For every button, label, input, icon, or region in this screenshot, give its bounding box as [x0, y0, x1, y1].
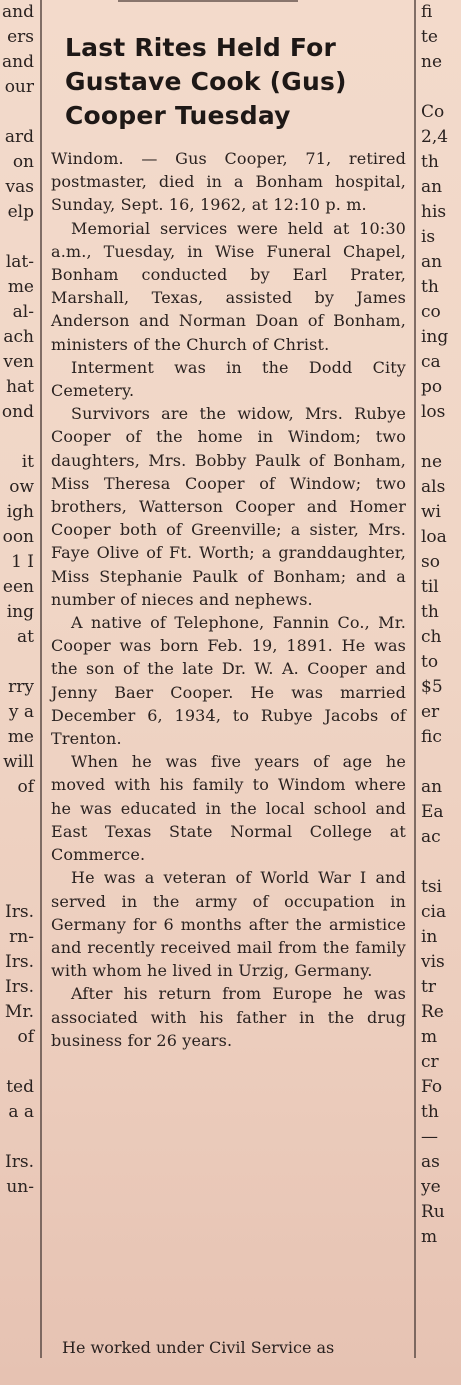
adjacent-column-fragment: is [421, 227, 436, 247]
article-body [51, 147, 406, 1052]
adjacent-column-fragment: ven [3, 352, 34, 372]
adjacent-column-fragment: po [421, 377, 443, 397]
adjacent-column-fragment: me [7, 277, 34, 297]
paragraph-career: After his return from Europe he was associated with his father in the drug business for 26 years. [51, 984, 406, 1050]
adjacent-column-fragment: Irs. [5, 952, 34, 972]
adjacent-column-fragment: ch [421, 627, 442, 647]
adjacent-column-fragment [0, 425, 34, 450]
column-rule-left [40, 0, 42, 1358]
adjacent-column-fragment: oon [2, 527, 34, 547]
adjacent-column-fragment [0, 1050, 34, 1075]
adjacent-column-fragment: Irs. [5, 1152, 34, 1172]
adjacent-column-fragment: als [421, 477, 446, 497]
adjacent-column-fragment: ing [421, 327, 449, 347]
headline-line-3: Cooper Tuesday [65, 101, 291, 130]
adjacent-column-fragment: on [12, 152, 34, 172]
adjacent-column-fragment: as [421, 1152, 440, 1172]
adjacent-column-fragment: fi [421, 2, 433, 22]
adjacent-column-fragment [0, 1125, 34, 1150]
adjacent-column-fragment: er [421, 702, 440, 722]
adjacent-column-fragment: ing [6, 602, 34, 622]
adjacent-column-fragment: th [421, 1102, 439, 1122]
adjacent-column-fragment: cia [421, 902, 447, 922]
adjacent-column-fragment: ca [421, 352, 441, 372]
adjacent-column-fragment: igh [6, 502, 34, 522]
adjacent-column-fragment: Ea [421, 802, 444, 822]
adjacent-column-fragment: of [17, 777, 34, 797]
headline-line-2: Gustave Cook (Gus) [65, 67, 347, 96]
adjacent-column-fragment: vis [421, 952, 445, 972]
right-column-fragments [421, 0, 461, 1250]
paragraph-education: When he was five years of age he moved with his family to Windom where he was educated in the local school and East Texas State Normal College at Commerce. [51, 752, 406, 865]
adjacent-column-fragment [421, 750, 461, 775]
adjacent-column-fragment: a a [8, 1102, 34, 1122]
left-column-fragments [0, 0, 34, 1200]
adjacent-column-fragment: wi [421, 502, 441, 522]
adjacent-column-fragment: Irs. [5, 902, 34, 922]
adjacent-column-fragment: Co [421, 102, 445, 122]
headline [65, 31, 410, 133]
adjacent-column-fragment: Irs. [5, 977, 34, 997]
cut-off-last-line: He worked under Civil Service as [62, 1338, 335, 1357]
adjacent-column-fragment: — [421, 1127, 438, 1147]
adjacent-column-fragment: at [17, 627, 34, 647]
adjacent-column-fragment: te [421, 27, 438, 47]
adjacent-column-fragment: an [421, 777, 443, 797]
adjacent-column-fragment: me [7, 727, 34, 747]
adjacent-column-fragment: ac [421, 827, 441, 847]
adjacent-column-fragment: so [421, 552, 440, 572]
adjacent-column-fragment: Re [421, 1002, 444, 1022]
adjacent-column-fragment: ne [421, 52, 443, 72]
adjacent-column-fragment: m [421, 1227, 438, 1247]
paragraph-interment: Interment was in the Dodd City Cemetery. [51, 357, 406, 401]
column-rule-right [414, 0, 416, 1358]
adjacent-column-fragment: will [3, 752, 34, 772]
paragraph-military: He was a veteran of World War I and served in the army of occupation in Germany for 6 months after the armistice and recently received mail from the family with whom he lived in Urzig, Germany. [51, 868, 406, 981]
adjacent-column-fragment: vas [5, 177, 34, 197]
adjacent-column-fragment: fic [421, 727, 442, 747]
headline-line-1: Last Rites Held For [65, 33, 337, 62]
adjacent-column-fragment [0, 825, 34, 850]
adjacent-column-fragment: to [421, 652, 439, 672]
adjacent-column-fragment: y a [8, 702, 34, 722]
paragraph-dateline: Windom. — Gus Cooper, 71, retired postmaster, died in a Bonham hospital, Sunday, Sept. 16, 1962, at 12:10 p. m. [51, 149, 406, 215]
adjacent-column-fragment: ow [9, 477, 34, 497]
adjacent-column-fragment: un- [6, 1177, 34, 1197]
adjacent-column-fragment: til [421, 577, 439, 597]
adjacent-column-fragment: m [421, 1027, 438, 1047]
adjacent-column-fragment: ers [7, 27, 34, 47]
adjacent-column-fragment: in [421, 927, 438, 947]
adjacent-column-fragment: 1 I [11, 552, 34, 572]
adjacent-column-fragment: ard [4, 127, 34, 147]
adjacent-column-fragment: een [2, 577, 34, 597]
adjacent-column-fragment [0, 850, 34, 875]
paragraph-survivors: Survivors are the widow, Mrs. Rubye Cooper of the home in Windom; two daughters, Mrs. Bobby Paulk of Bonham, Miss Theresa Cooper of Window; two brothers, Watterson Cooper and Homer Cooper both of Greenville; a sister, Mrs. Faye Olive of Ft. Worth; a granddaughter, Miss Stephanie Paulk of Bonham; and a number of nieces and nephews. [51, 404, 406, 609]
adjacent-column-fragment: our [4, 77, 34, 97]
adjacent-column-fragment: ond [1, 402, 34, 422]
adjacent-column-fragment: th [421, 277, 439, 297]
adjacent-column-fragment: Ru [421, 1202, 445, 1222]
adjacent-column-fragment: Mr. [4, 1002, 34, 1022]
adjacent-column-fragment: rry [8, 677, 34, 697]
adjacent-column-fragment: ye [421, 1177, 441, 1197]
adjacent-column-fragment: lat- [5, 252, 34, 272]
adjacent-column-fragment [0, 100, 34, 125]
adjacent-column-fragment [0, 650, 34, 675]
adjacent-column-fragment: Fo [421, 1077, 443, 1097]
adjacent-column-fragment: th [421, 602, 439, 622]
adjacent-column-fragment: it [21, 452, 34, 472]
adjacent-column-fragment: th [421, 152, 439, 172]
adjacent-column-fragment: hat [6, 377, 34, 397]
adjacent-column-fragment: and [2, 2, 34, 22]
adjacent-column-fragment: los [421, 402, 446, 422]
adjacent-column-fragment: tr [421, 977, 436, 997]
adjacent-column-fragment: loa [421, 527, 447, 547]
adjacent-column-fragment: his [421, 202, 447, 222]
adjacent-column-fragment: and [2, 52, 34, 72]
top-rule [118, 0, 298, 2]
adjacent-column-fragment: cr [421, 1052, 439, 1072]
paragraph-services: Memorial services were held at 10:30 a.m., Tuesday, in Wise Funeral Chapel, Bonham conducted by Earl Prater, Marshall, Texas, assisted by James Anderson and Norman Doan of Bonham, ministers of the Church of Christ. [51, 218, 406, 354]
adjacent-column-fragment: an [421, 252, 443, 272]
adjacent-column-fragment: an [421, 177, 443, 197]
adjacent-column-fragment: $5 [421, 677, 443, 697]
adjacent-column-fragment: elp [7, 202, 34, 222]
adjacent-column-fragment: rn- [9, 927, 34, 947]
adjacent-column-fragment: of [17, 1027, 34, 1047]
adjacent-column-fragment: co [421, 302, 441, 322]
adjacent-column-fragment [421, 850, 461, 875]
adjacent-column-fragment: tsi [421, 877, 442, 897]
adjacent-column-fragment: ne [421, 452, 443, 472]
adjacent-column-fragment: ted [6, 1077, 34, 1097]
adjacent-column-fragment: ach [3, 327, 34, 347]
adjacent-column-fragment: 2,4 [421, 127, 449, 147]
adjacent-column-fragment [0, 800, 34, 825]
adjacent-column-fragment [0, 875, 34, 900]
adjacent-column-fragment [0, 225, 34, 250]
adjacent-column-fragment [421, 425, 461, 450]
paragraph-biography: A native of Telephone, Fannin Co., Mr. Cooper was born Feb. 19, 1891. He was the son of the late Dr. W. A. Cooper and Jenny Baer Cooper. He was married December 6, 1934, to Rubye Jacobs of Trenton. [51, 613, 406, 749]
adjacent-column-fragment: al- [12, 302, 34, 322]
adjacent-column-fragment [421, 75, 461, 100]
